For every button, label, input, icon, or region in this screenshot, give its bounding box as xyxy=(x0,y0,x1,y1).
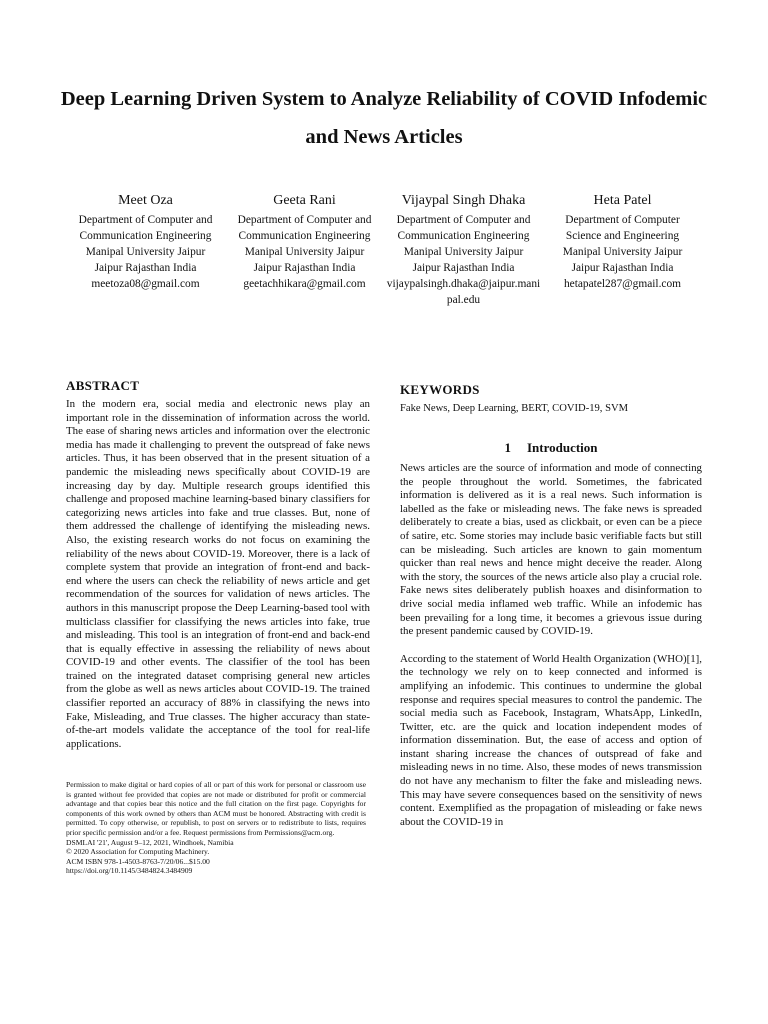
conference-info: DSMLAI '21', August 9–12, 2021, Windhoek, Namibia xyxy=(66,837,234,847)
author-affiliation-line: Manipal University Jaipur xyxy=(562,246,683,258)
author-block xyxy=(225,192,384,308)
author-name: Meet Oza xyxy=(118,193,173,208)
author-affiliation-line: Communication Engineering xyxy=(79,230,212,242)
author-affiliation-line: Communication Engineering xyxy=(397,230,530,242)
author-affiliation-line: Science and Engineering xyxy=(565,230,680,242)
paper-title: Deep Learning Driven System to Analyze Reliability of COVID Infodemic and News Articles xyxy=(60,88,708,148)
author-email: vijaypalsingh.dhaka@jaipur.manipal.edu xyxy=(386,278,541,306)
right-column xyxy=(400,382,702,829)
copyright-notice: © 2020 Association for Computing Machinery. xyxy=(66,847,210,857)
abstract-heading: ABSTRACT xyxy=(66,378,140,393)
author-name: Heta Patel xyxy=(593,193,652,208)
author-email: geetachhikara@gmail.com xyxy=(243,278,366,290)
author-affiliation-line: Department of Computer and xyxy=(396,214,531,226)
author-affiliation-line: Communication Engineering xyxy=(238,230,371,242)
section-number: 1 xyxy=(504,440,511,455)
author-affiliation-line: Jaipur Rajasthan India xyxy=(94,262,197,274)
doi-link[interactable]: https://doi.org/10.1145/3484824.3484909 xyxy=(66,866,193,876)
author-block xyxy=(384,192,543,308)
author-affiliation-line: Manipal University Jaipur xyxy=(403,246,524,258)
introduction-paragraph: News articles are the source of information and mode of connecting the people throughout the world. Sometimes, the fabricated information is delivered as it is a real news. Such information is labelled as the fake or misleading news. The fake news is spreaded deliberately to create a bias, used as clickbait, or even can be a piece of satire, etc. Some stories may include basic verifiable facts but still can be misleading. Such articles are known to gain momentum quicker than real news and hence might deceive the reader. Along with the story, the sources of the news article also play a crucial role. Fake news sites deliberately publish hoaxes and disinformation to drive social media inflamed web traffic. While an infodemic has been prevailing for a long time, it becomes a grievous issue during the present pandemic caused by COVID-19. xyxy=(400,462,702,638)
permission-text: Permission to make digital or hard copies of all or part of this work for personal or classroom use is granted without fee provided that copies are not made or distributed for profit or commercial advantage and that copies bear this notice and the full citation on the first page. Copyrights for components of this work owned by others than ACM must be honored. Abstracting with credit is permitted. To copy otherwise, or republish, to post on servers or to redistribute to lists, requires prior specific permission and/or a fee. Request permissions from Permissions@acm.org. xyxy=(66,780,366,837)
permission-notice xyxy=(66,780,366,876)
section-title: Introduction xyxy=(526,440,598,455)
introduction-paragraph: According to the statement of World Health Organization (WHO)[1], the technology we rely on to keep connected and informed is amplifying an infodemic. This continues to undermine the global response and requires special measures to control the pandemic. The social media such as Facebook, Instagram, WhatsApp, LinkedIn, Twitter, etc. are the quick and location independent modes of information dissemination. But, the ease of access and option of instant sharing increase the chances of outspread of fake and misleading news in no time. Also, these modes of news transmission do not have any mechanism to filter the fake and misleading news. This may have severe consequences based on the sensitivity of news content. Exemplified as the propagation of misleading or fake news about the COVID-19 in xyxy=(400,652,702,828)
author-name: Geeta Rani xyxy=(273,193,336,208)
author-affiliation-line: Jaipur Rajasthan India xyxy=(571,262,674,274)
author-affiliation-line: Jaipur Rajasthan India xyxy=(412,262,515,274)
author-name: Vijaypal Singh Dhaka xyxy=(401,193,526,208)
author-affiliation-line: Department of Computer and xyxy=(78,214,213,226)
author-block xyxy=(66,192,225,308)
isbn-info: ACM ISBN 978-1-4503-8763-7/20/06...$15.00 xyxy=(66,856,210,866)
author-affiliation-line: Jaipur Rajasthan India xyxy=(253,262,356,274)
author-affiliation-line: Manipal University Jaipur xyxy=(85,246,206,258)
keywords-heading: KEYWORDS xyxy=(400,382,480,397)
abstract-text: In the modern era, social media and electronic news play an important role in the dissemination of information across the world. The ease of sharing news articles and information over the electronic media has made it challenging to prevent the outspread of fake news articles. Thus, it has been observed that in the present situation of a pandemic the misleading news specifically about COVID-19 are increasing day by day. Multiple research groups identified this challenge and proposed machine learning-based binary classifiers for categorizing news articles into fake and true classes. But, none of them addressed the challenge of identifying the misleading news. Also, the existing research works do not focus on examining the reliability of the news about COVID-19. Moreover, there is a lack of complete system that provide an integration of front-end and back-end where the users can check the reliability of news article and get recommendation of the sources for validation of news articles. The authors in this manuscript propose the Deep Learning-based tool with multiclass classifier for classifying the news articles into fake, true and misleading. This tool is an integration of front-end and back-end that is equally effective in assessing the reliability of news about COVID-19 and other events. The classifier of the tool has been trained on the integrated dataset comprising general new articles from the globe as well as news articles about COVID-19. The trained classifier reported an accuracy of 88% in classifying the news into Fake, Misleading, and True classes. The higher accuracy than state-of-the-art models validate the acceptance of the tool for real-life applications. xyxy=(66,398,370,750)
author-affiliation-line: Manipal University Jaipur xyxy=(244,246,365,258)
author-affiliation-line: Department of Computer and xyxy=(237,214,372,226)
author-email: meetoza08@gmail.com xyxy=(91,278,200,290)
author-list xyxy=(66,192,702,308)
author-affiliation-line: Department of Computer xyxy=(565,214,680,226)
introduction-heading xyxy=(400,440,702,456)
keywords-text: Fake News, Deep Learning, BERT, COVID-19, SVM xyxy=(400,403,629,414)
left-column xyxy=(66,378,370,751)
author-email: hetapatel287@gmail.com xyxy=(563,278,682,290)
author-block xyxy=(543,192,702,308)
